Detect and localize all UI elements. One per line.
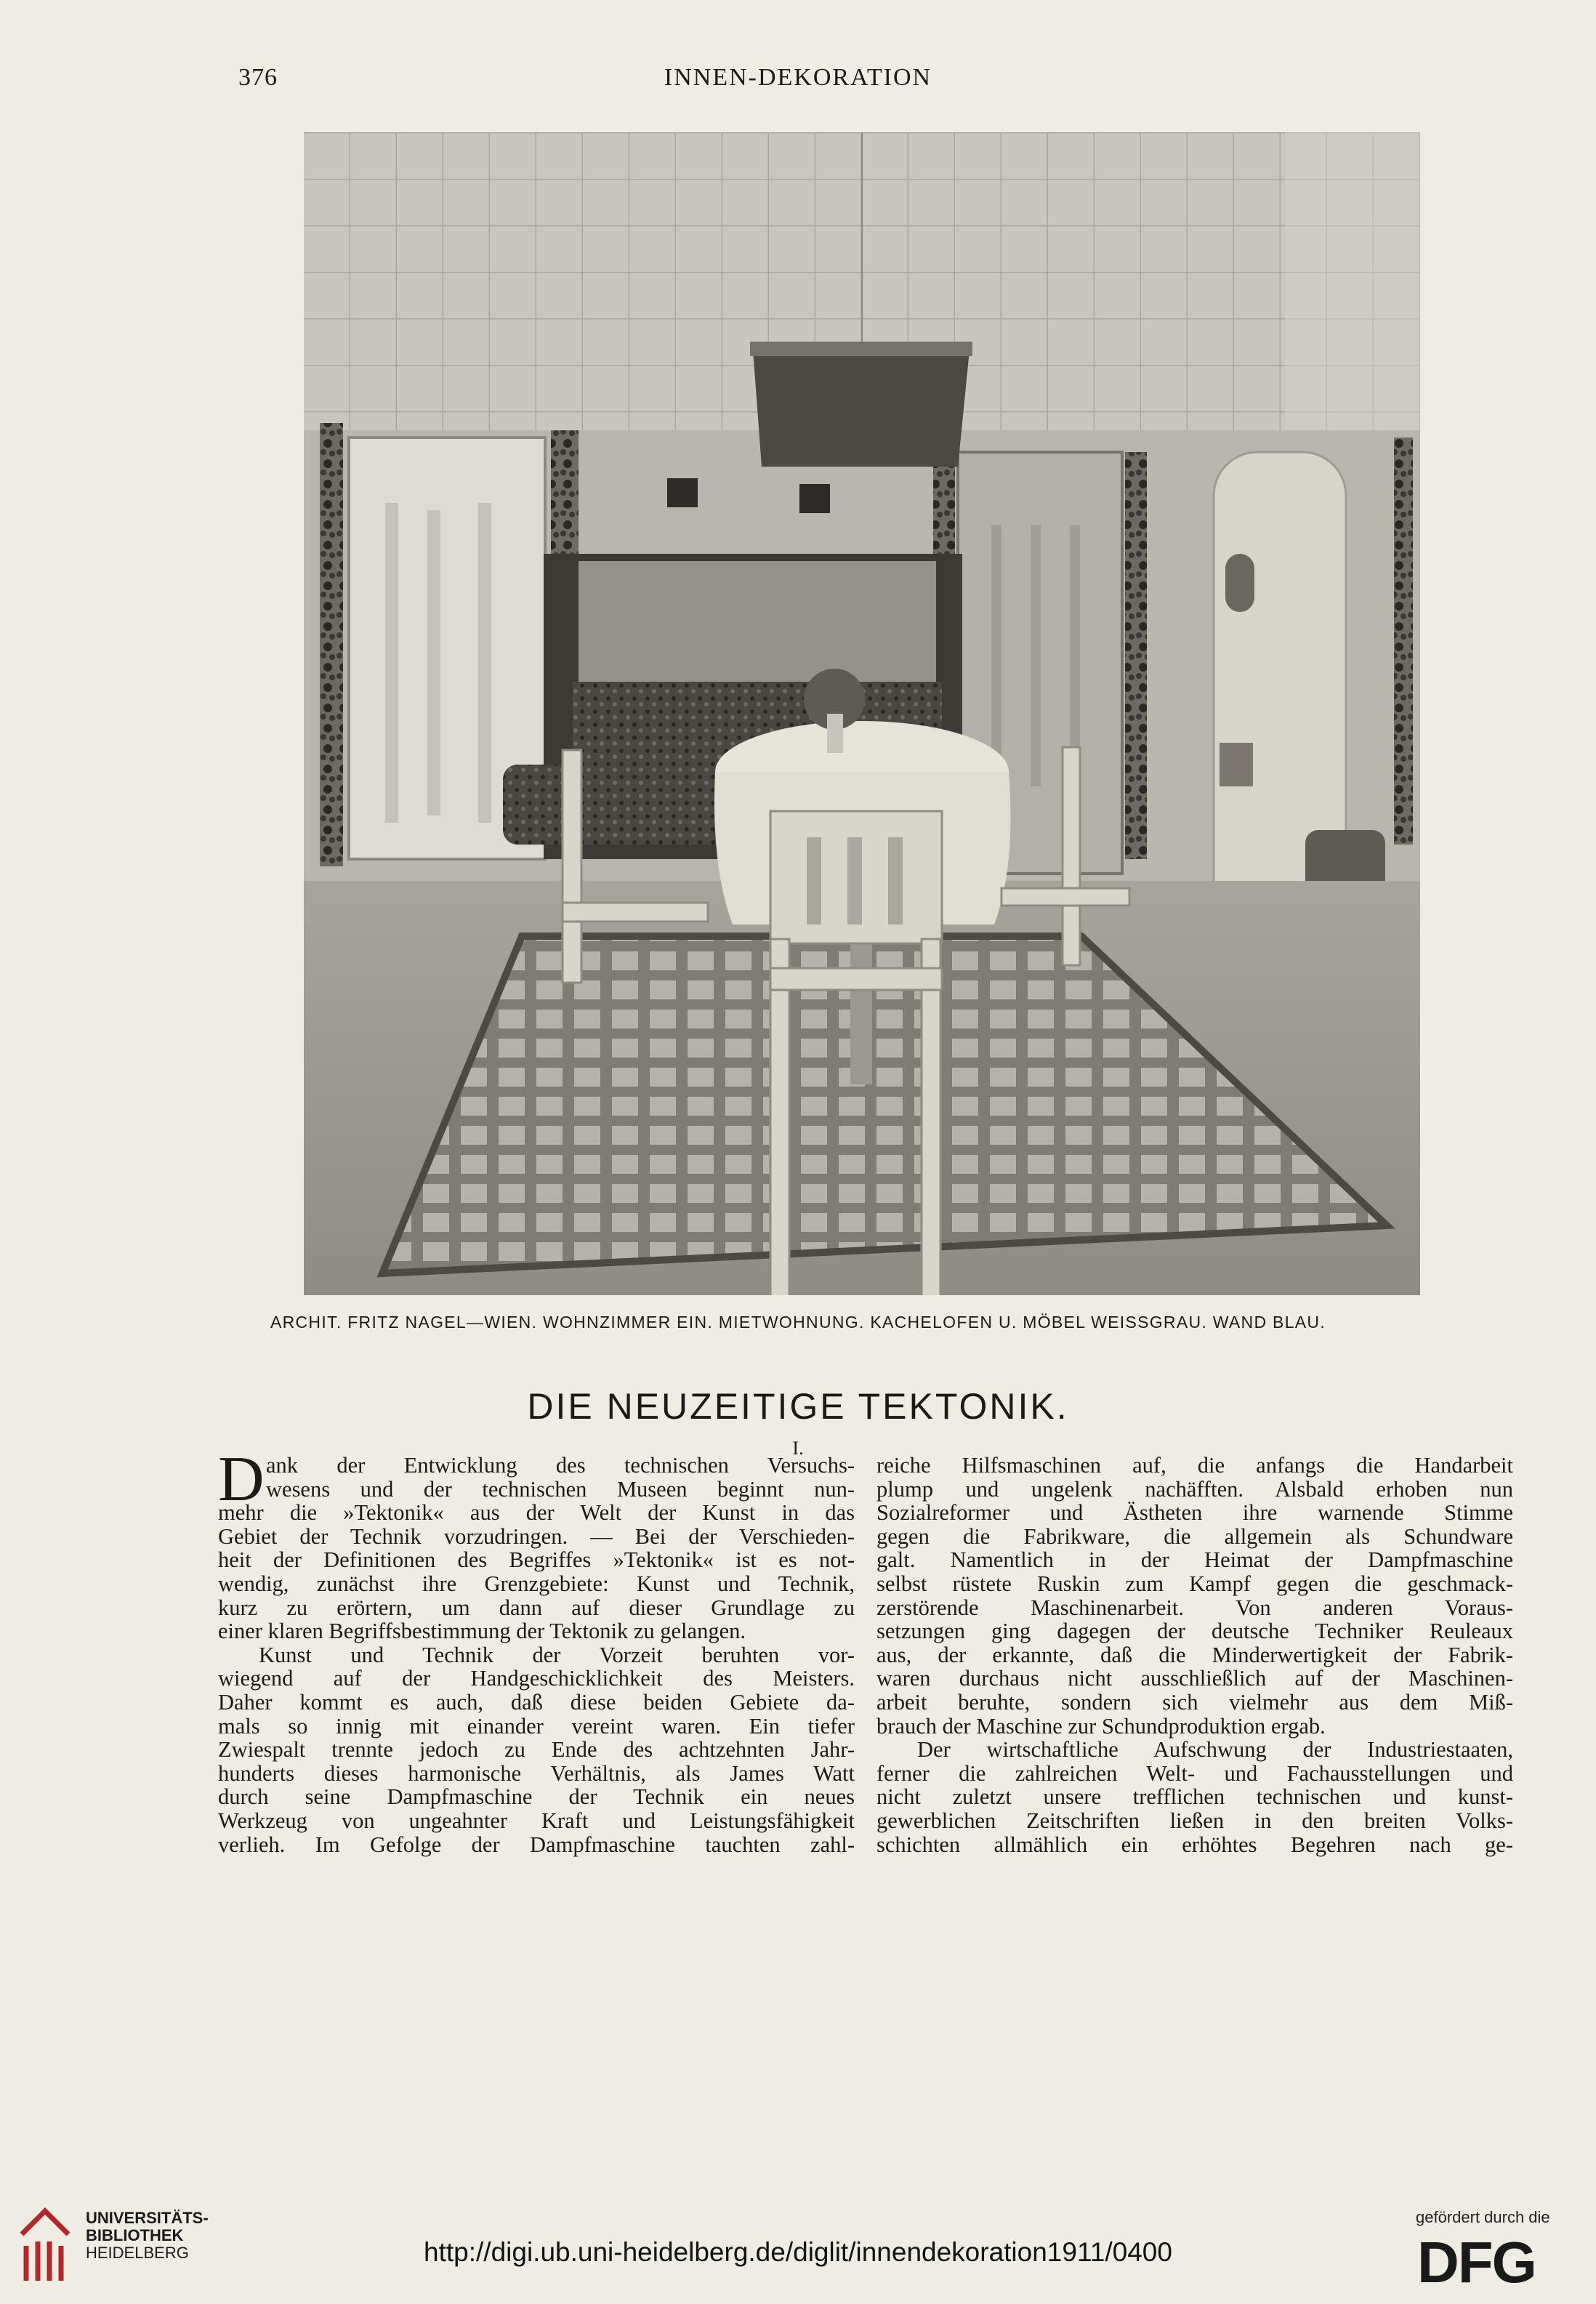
text-line: ferner die zahlreichen Welt- und Fachausstellungen und	[876, 1760, 1513, 1786]
text-line: einer klaren Begriffsbestimmung der Tektonik zu gelangen.	[218, 1619, 746, 1644]
text-line: Kunst und Technik der Vorzeit beruhten vor-	[259, 1642, 855, 1667]
library-name-line: HEIDELBERG	[86, 2244, 189, 2262]
text-line: ank der Entwicklung des technischen Versuchs-	[266, 1453, 855, 1478]
library-name-line: UNIVERSITÄTS-	[86, 2209, 209, 2227]
right-column	[876, 1454, 1513, 1856]
left-column	[218, 1444, 855, 1857]
text-line: brauch der Maschine zur Schundproduktion ergab.	[876, 1713, 1326, 1739]
text-line: Sozialreformer und Ästheten ihre warnende Stimme	[876, 1500, 1513, 1526]
text-line: mehr die »Tektonik« aus der Welt der Kunst in das	[218, 1500, 855, 1526]
text-line: arbeit beruhte, sondern sich vielmehr aus dem Miß-	[876, 1689, 1513, 1715]
section-number: I.	[792, 1438, 804, 1459]
text-line: Der wirtschaftliche Aufschwung der Industriestaaten,	[917, 1737, 1513, 1763]
source-url-link[interactable]: http://digi.ub.uni-heidelberg.de/diglit/innendekoration1911/0400	[424, 2237, 1172, 2267]
text-line: Werkzeug von ungeahnter Kraft und Leistungsfähigkeit	[218, 1808, 855, 1833]
text-line: schichten allmählich ein erhöhtes Begehren nach ge-	[876, 1832, 1513, 1857]
text-line: mals so innig mit einander vereint waren. Ein tiefer	[218, 1713, 855, 1739]
text-line: plump und ungelenk nachäfften. Alsbald erhoben nun	[876, 1476, 1513, 1502]
text-line: wiegend auf der Handgeschicklichkeit des Meisters.	[218, 1666, 855, 1691]
text-line: wendig, zunächst ihre Grenzgebiete: Kunst und Technik,	[218, 1571, 855, 1596]
page-number: 376	[238, 64, 278, 91]
text-line: Daher kommt es auch, daß diese beiden Gebiete da-	[218, 1689, 855, 1715]
text-line: aus, der erkannte, daß die Minderwertigkeit der Fabrik-	[876, 1642, 1513, 1667]
text-line: wesens und der technischen Museen beginnt nun-	[266, 1476, 855, 1502]
text-line: durch seine Dampfmaschine der Technik ein neues	[218, 1784, 855, 1810]
text-line: reiche Hilfsmaschinen auf, die anfangs die Handarbeit	[876, 1453, 1513, 1478]
interior-photograph	[304, 132, 1420, 1295]
text-line: heit der Definitionen des Begriffes »Tektonik« ist es not-	[218, 1547, 855, 1573]
text-line: hunderts dieses harmonische Verhältnis, als James Watt	[218, 1760, 855, 1786]
text-line: nicht zuletzt unsere trefflichen technischen und kunst-	[876, 1784, 1513, 1810]
article-title: DIE NEUZEITIGE TEKTONIK.	[527, 1386, 1069, 1427]
dfg-logo-text: DFG	[1417, 2234, 1536, 2288]
library-name-line: BIBLIOTHEK	[86, 2226, 184, 2244]
text-line: zerstörende Maschinenarbeit. Von anderen Voraus-	[876, 1595, 1513, 1620]
text-line: gewerblichen Zeitschriften ließen in den breiten Volks-	[876, 1808, 1513, 1833]
text-line: verlieh. Im Gefolge der Dampfmaschine tauchten zahl-	[218, 1832, 855, 1857]
text-line: setzungen ging dagegen der deutsche Techniker Reuleaux	[876, 1619, 1513, 1644]
text-line: Zwiespalt trennte jedoch zu Ende des achtzehnten Jahr-	[218, 1737, 855, 1763]
dfg-logo	[1417, 2234, 1567, 2288]
drop-cap: D	[218, 1444, 265, 1515]
text-line: selbst rüstete Ruskin zum Kampf gegen die geschmack-	[876, 1571, 1513, 1596]
text-line: waren durchaus nicht ausschließlich auf der Maschinen-	[876, 1666, 1513, 1691]
funding-note: gefördert durch die	[1416, 2208, 1550, 2226]
text-line: galt. Namentlich in der Heimat der Dampfmaschine	[876, 1547, 1513, 1573]
text-line: kurz zu erörtern, um dann auf dieser Grundlage zu	[218, 1595, 855, 1620]
text-line: Gebiet der Technik vorzudringen. — Bei der Verschieden-	[218, 1523, 855, 1549]
text-line: gegen die Fabrikware, die allgemein als Schundware	[876, 1523, 1513, 1549]
running-title: INNEN-DEKORATION	[664, 64, 932, 91]
figure-caption: ARCHIT. FRITZ NAGEL—WIEN. WOHNZIMMER EIN. MIETWOHNUNG. KACHELOFEN U. MÖBEL WEISSGRAU. WAND BLAU.	[270, 1313, 1326, 1332]
